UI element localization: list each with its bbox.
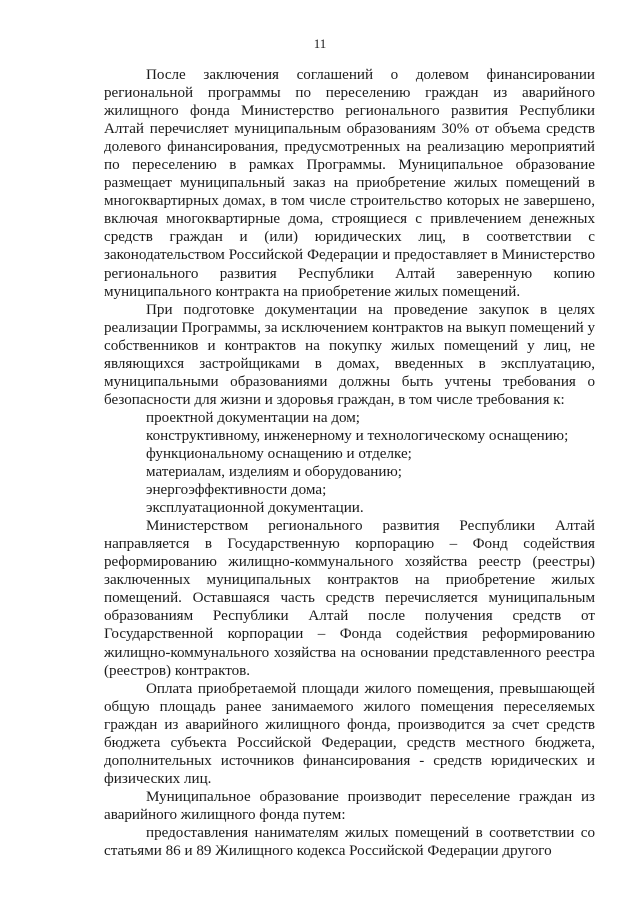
paragraph-resettlement: Муниципальное образование производит переселение граждан из аварийного жилищного фонда путем: [104,788,595,823]
paragraph-provision: предоставления нанимателям жилых помещений в соответствии со статьями 86 и 89 Жилищного кодекса Российской Федерации другого [104,824,595,860]
paragraph-registry: Министерством регионального развития Республики Алтай направляется в Государственную корпорацию – Фонд содействия реформированию жилищно-коммунального хозяйства реестр (реестры) заключенных муниципальных контрактов на приобретение жилых помещений. Оставшаяся часть средств перечисляется муниципальным образованиям Республики Алтай после получения средств от Государственной корпорации – Фонда содействия реформированию жилищно-коммунального хозяйства на основании представленного реестра (реестров) контрактов. [104,518,595,679]
requirement-item: эксплуатационной документации. [146,500,364,517]
requirement-item: функциональному оснащению и отделке; [146,445,412,462]
paragraph-payment: Оплата приобретаемой площади жилого помещения, превышающей общую площадь ранее занимаемого жилого помещения переселяемых граждан из аварийного жилищного фонда, производится за счет средств бюджета субъекта Российской Федерации, средств местного бюджета, дополнительных источников финансирования - средств юридических и физических лиц. [104,680,595,787]
paragraph-procurement-requirements: При подготовке документации на проведение закупок в целях реализации Программы, за исключением контрактов на выкуп помещений у собственников и контрактов на покупку жилых помещений у лиц, не являющихся застройщиками в домах, введенных в эксплуатацию, муниципальными образованиями должны быть учтены требования о безопасности для жизни и здоровья граждан, в том числе требования к: [104,301,596,408]
requirement-item: материалам, изделиям и оборудованию; [146,464,402,481]
document-body [104,66,595,860]
requirement-item: конструктивному, инженерному и технологическому оснащению; [146,427,569,444]
paragraph-contract-placement: После заключения соглашений о долевом финансировании региональной программы по переселению граждан из аварийного жилищного фонда Министерство регионального развития Республики Алтай перечисляет муниципальным образованиям 30% от объема средств долевого финансирования, предусмотренных на реализацию мероприятий по переселению в рамках Программы. Муниципальное образование размещает муниципальный заказ на приобретение жилых помещений в многоквартирных домах, в том числе строительство которых не завершено, включая многоквартирные дома, строящиеся с привлечением денежных средств граждан и (или) юридических лиц, в соответствии с законодательством Российской Федерации и предоставляет в Министерство регионального развития Республики Алтай заверенную копию муниципального контракта на приобретение жилых помещений. [104,67,595,300]
page-number: 11 [313,36,327,51]
requirement-item: проектной документации на дом; [146,409,361,426]
requirement-item: энергоэффективности дома; [146,482,327,499]
